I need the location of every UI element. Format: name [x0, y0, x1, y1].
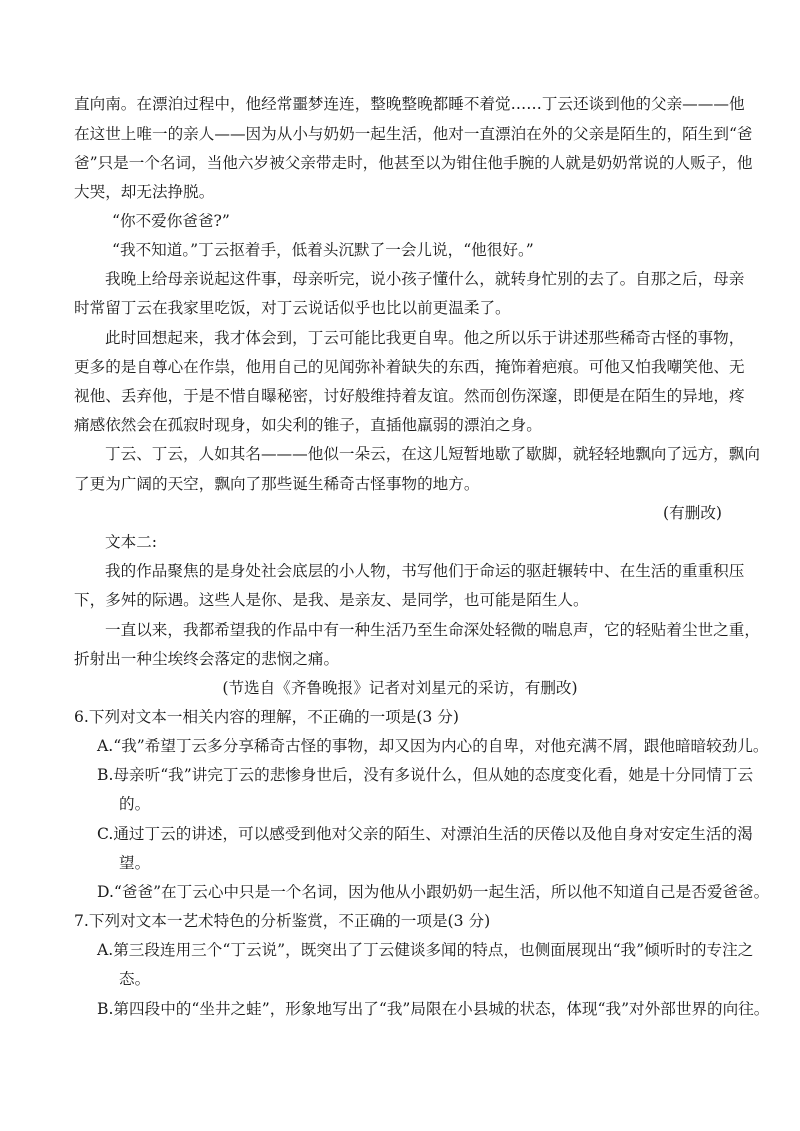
passage-line: 此时回想起来，我才体会到，丁云可能比我更自卑。他之所以乐于讲述那些稀奇古怪的事物，	[105, 329, 745, 347]
text2-source: (节选自《齐鲁晚报》记者对刘星元的采访，有删改)	[222, 679, 578, 697]
passage-line: 更多的是自尊心在作祟，他用自己的见闻弥补着缺失的东西，掩饰着疤痕。可他又怕我嘲笑他、无	[74, 358, 745, 376]
question-6-option-b: B.母亲听“我”讲完丁云的悲惨身世后，没有多说什么，但从她的态度变化看，她是十分同情丁云	[97, 766, 754, 784]
passage-line: 爸”只是一个名词，当他六岁被父亲带走时，他甚至以为钳住他手腕的人就是奶奶常说的人贩子，他	[74, 154, 753, 172]
passage-line: 在这世上唯一的亲人——因为从小与奶奶一起生活，他对一直漂泊在外的父亲是陌生的，陌生到“爸	[74, 125, 753, 143]
passage-line: 痛感依然会在孤寂时现身，如尖利的锥子，直插他羸弱的漂泊之身。	[74, 416, 542, 434]
passage-line: 丁云、丁云，人如其名———他似一朵云，在这儿短暂地歇了歇脚，就轻轻地飘向了远方，飘向	[105, 445, 760, 463]
passage-line: 直向南。在漂泊过程中，他经常噩梦连连，整晚整晚都睡不着觉……丁云还谈到他的父亲———他	[74, 95, 745, 113]
question-7-option-a: A.第三段连用三个“丁云说”，既突出了丁云健谈多闻的特点，也侧面展现出“我”倾听时的专注之	[97, 941, 754, 959]
question-6-option-b-cont: 的。	[119, 795, 151, 813]
text2-line: 下，多舛的际遇。这些人是你、是我、是亲友、是同学，也可能是陌生人。	[74, 591, 589, 609]
dialogue-line: “我不知道。”丁云抠着手，低着头沉默了一会儿说，“他很好。”	[112, 241, 534, 259]
text2-line: 折射出一种尘埃终会落定的悲悯之痛。	[74, 650, 340, 668]
question-6-option-c-cont: 望。	[119, 854, 151, 872]
dialogue-line: “你不爱你爸爸?”	[112, 212, 230, 230]
question-6-stem: 6.下列对文本一相关内容的理解，不正确的一项是(3 分)	[74, 708, 459, 726]
passage-line: 视他、丢弃他，于是不惜自曝秘密，讨好般维持着友谊。然而创伤深邃，即便是在陌生的异地，疼	[74, 387, 745, 405]
passage-line: 时常留丁云在我家里吃饭，对丁云说话似乎也比以前更温柔了。	[74, 299, 511, 317]
question-7-stem: 7.下列对文本一艺术特色的分析鉴赏，不正确的一项是(3 分)	[74, 912, 491, 930]
text2-line: 我的作品聚焦的是身处社会底层的小人物，书写他们于命运的驱赶辗转中、在生活的重重积压	[105, 562, 745, 580]
question-6-option-d: D.“爸爸”在丁云心中只是一个名词，因为他从小跟奶奶一起生活，所以他不知道自己是否爱爸爸。	[97, 883, 770, 901]
question-7-option-b: B.第四段中的“坐井之蛙”，形象地写出了“我”局限在小县城的状态，体现“我”对外部世界的向往。	[97, 1000, 770, 1018]
text2-line: 一直以来，我都希望我的作品中有一种生活乃至生命深处轻微的喘息声，它的轻贴着尘世之重，	[105, 621, 760, 639]
question-6-option-a: A.“我”希望丁云多分享稀奇古怪的事物，却又因为内心的自卑，对他充满不屑，跟他暗暗较劲儿。	[97, 737, 769, 755]
passage-line: 我晚上给母亲说起这件事，母亲听完，说小孩子懂什么，就转身忙别的去了。自那之后，母亲	[105, 270, 745, 288]
question-7-option-a-cont: 态。	[119, 970, 151, 988]
question-6-option-c: C.通过丁云的讲述，可以感受到他对父亲的陌生、对漂泊生活的厌倦以及他自身对安定生活的渴	[97, 825, 753, 843]
edit-note: (有删改)	[663, 504, 722, 522]
text2-heading: 文本二:	[105, 533, 158, 551]
passage-line: 了更为广阔的天空，飘向了那些诞生稀奇古怪事物的地方。	[74, 475, 480, 493]
passage-line: 大哭，却无法挣脱。	[74, 183, 215, 201]
